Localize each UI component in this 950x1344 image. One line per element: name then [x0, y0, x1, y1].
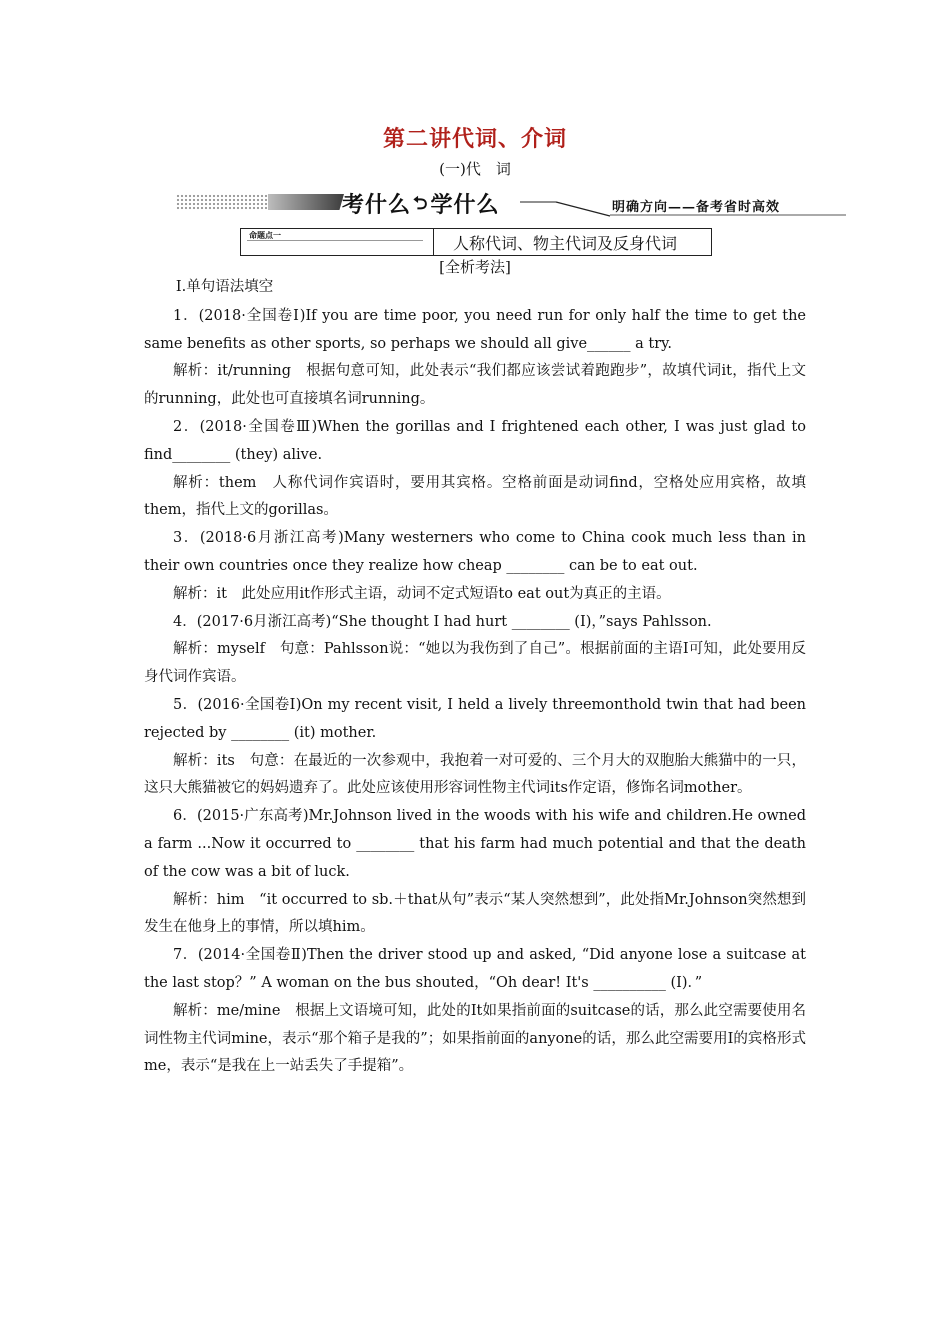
topic-box	[240, 228, 712, 256]
topic-title: 人称代词、物主代词及反身代词	[453, 234, 678, 253]
banner-heading	[342, 188, 499, 221]
banner-right-text: 学什么	[430, 193, 500, 218]
question-paragraph: 2．(2018·全国卷Ⅲ)When the gorillas and I frightened each other, I was just glad to find________ (they) alive.	[144, 418, 806, 463]
page-title: 第二讲代词、介词	[382, 126, 567, 152]
answer-paragraph: 解析：it 此处应用it作形式主语，动词不定式短语to eat out为真正的主语。	[173, 585, 671, 602]
question-paragraph: 4．(2017·6月浙江高考)“She thought I had hurt ________ (I)，”says Pahlsson.	[173, 613, 712, 630]
cycle-arrow-icon: ⮌	[413, 193, 429, 214]
banner-left-text: 考什么	[342, 193, 412, 218]
banner-bar	[268, 194, 344, 210]
banner-dots	[176, 194, 268, 210]
section-title: Ⅰ.单句语法填空	[175, 279, 274, 295]
answer-paragraph: 解析：it/running 根据句意可知，此处表示“我们都应该尝试着跑跑步”，故填代词it，指代上文的running，此处也可直接填名词running。	[144, 363, 806, 408]
answer-paragraph: 解析：him “it occurred to sb.＋that从句”表示“某人突然想到”，此处指Mr.Johnson突然想到发生在他身上的事情，所以填him。	[144, 891, 806, 936]
question-paragraph: 6．(2015·广东高考)Mr.Johnson lived in the woods with his wife and children.He owned a farm ...Now it occurred to ________ that his farm had much potential and that the death of the cow was a bit of luck.	[144, 808, 806, 880]
answer-paragraph: 解析：me/mine 根据上文语境可知，此处的It如果指前面的suitcase的话，那么此空需要使用名词性物主代词mine，表示“那个箱子是我的”；如果指前面的anyone的话，那么此空需要用I的宾格形式me，表示“是我在上一站丢失了手提箱”。	[144, 1002, 806, 1075]
question-paragraph: 5．(2016·全国卷Ⅰ)On my recent visit, I held a lively threemonthold twin that had been rejected by ________ (it) mother.	[144, 696, 806, 741]
content-body	[144, 274, 806, 1081]
section-banner	[176, 188, 846, 218]
topic-tag	[241, 229, 434, 255]
question-paragraph: 3．(2018·6月浙江高考)Many westerners who come to China cook much less than in their own countries once they realize how cheap ________ can be to eat out.	[144, 530, 806, 574]
page-subtitle: (一)代 词	[439, 160, 511, 178]
topic-tag-line	[247, 240, 423, 241]
banner-slogan: 明确方向——备考省时高效	[612, 200, 781, 215]
question-paragraph: 1．(2018·全国卷Ⅰ)If you are time poor, you need run for only half the time to get the same benefits as other sports, so perhaps we should all give______ a try.	[144, 307, 806, 352]
answer-paragraph: 解析：its 句意：在最近的一次参观中，我抱着一对可爱的、三个月大的双胞胎大熊猫中的一只，这只大熊猫被它的妈妈遗弃了。此处应该使用形容词性物主代词its作定语，修饰名词mother。	[144, 752, 806, 797]
answer-paragraph: 解析：myself 句意：Pahlsson说：“她以为我伤到了自己”。根据前面的主语I可知，此处要用反身代词作宾语。	[144, 641, 806, 686]
answer-paragraph: 解析：them 人称代词作宾语时，要用其宾格。空格前面是动词find，空格处应用宾格，故填them，指代上文的gorillas。	[144, 474, 806, 519]
topic-tag-label: 命题点一	[249, 231, 281, 240]
question-paragraph: 7．(2014·全国卷Ⅱ)Then the driver stood up and asked, “Did anyone lose a suitcase at the last stop？” A woman on the bus shouted，“Oh dear! It's __________ (I)．”	[144, 947, 806, 991]
analysis-label: [全析考法]	[439, 258, 511, 276]
